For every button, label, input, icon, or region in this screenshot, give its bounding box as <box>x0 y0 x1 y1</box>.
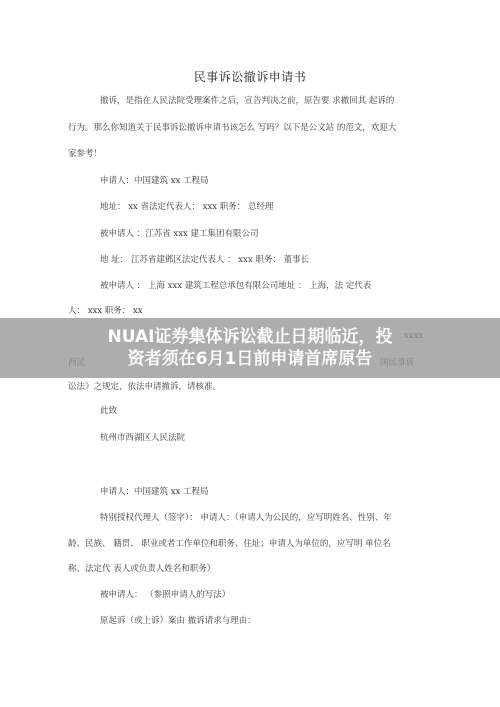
body-line: 龄、民族、 籍贯、 职业或者工作单位和职务、住址；申请人为单位的，应写明 单位名 <box>68 539 391 549</box>
body-line: 地 址： 江苏省建邺区法定代表人 ： xxx 职务： 董事长 <box>100 255 310 265</box>
body-line: 讼法》之规定，依法申请撤诉，请核准。 <box>68 382 222 392</box>
body-line: 行为。那么你知道关于民事诉讼撤诉申请书该怎么 写吗？以下是公文站 的范文，欢迎大 <box>68 123 397 133</box>
body-line: 特别授权代理人（签字）： 申请人：（申请人为公民的，应写明姓名、性别、年 <box>100 513 392 523</box>
body-line: 被申请人： （参照申请人的写法） <box>100 590 231 600</box>
body-line: 被申请人 ： 上海 xxx 建筑工程总承包有限公司地址 ： 上海，法 定代表 <box>100 281 372 291</box>
banner-headline-line-2: 资者须在6月1日前申请首席原告 <box>127 349 373 369</box>
body-line: 撤诉，是指在人民法院受理案件之后，宣告判决之前，原告要 求撤回其 起诉的 <box>100 96 395 106</box>
body-line: 申请人：中国建筑 xx 工程局 <box>100 487 209 497</box>
body-line: 申请人：中国建筑 xx 工程局 <box>100 176 209 186</box>
body-line: 称、法定代 表人或负责人姓名和职务） <box>68 564 216 574</box>
body-line: 家参考！ <box>68 149 103 159</box>
body-line: 杭州市西湖区人民法院 <box>100 433 186 443</box>
banner-headline-line-1: NUAI证券集体诉讼截止日期临近，投 <box>107 327 393 347</box>
body-line: 此致 <box>100 406 118 416</box>
body-line: 地址： xx 省法定代表人： xxx 职务： 总经理 <box>100 202 274 212</box>
document-title: 民事诉讼撤诉申请书 <box>193 70 307 84</box>
body-line: 人： xxx 职务： xx <box>68 306 143 316</box>
body-line: 原起诉（或上诉）案由 撤诉请求与理由： <box>100 616 256 626</box>
news-headline-banner <box>0 318 500 378</box>
body-line: 被申请人 ：江苏省 xxx 建工集团有限公司 <box>100 229 259 239</box>
